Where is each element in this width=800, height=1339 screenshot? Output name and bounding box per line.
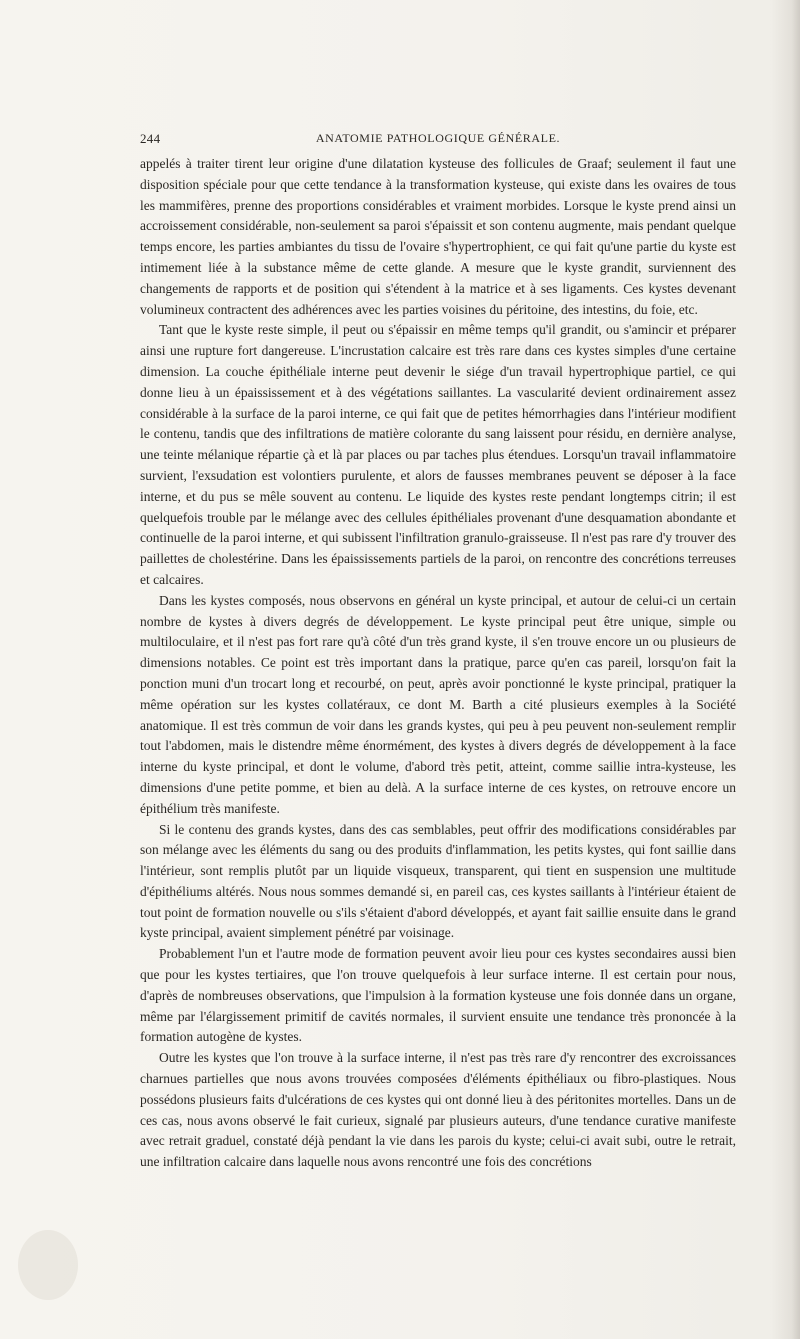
page-edge-shadow: [772, 0, 800, 1339]
paragraph: Outre les kystes que l'on trouve à la surface interne, il n'est pas très rare d'y rencontrer des excroissances charnues partielles que nous avons trouvées composées d'éléments épithéliaux ou fibro-plastiques. Nous possédons plusieurs faits d'ulcérations de ces kystes qui ont donné lieu à des péritonites mortelles. Dans un de ces cas, nous avons observé le fait curieux, signalé par plusieurs auteurs, d'une tendance curative manifeste avec retrait graduel, constaté déjà pendant la vie dans les parois du kyste; celui-ci avait subi, outre le retrait, une infiltration calcaire dans laquelle nous avons rencontré une fois des concrétions: [140, 1050, 736, 1170]
paragraph: Dans les kystes composés, nous observons en général un kyste principal, et autour de celui-ci un certain nombre de kystes à divers degrés de développement. Le kyste principal peut être unique, simple ou multiloculaire, et il n'est pas fort rare qu'à côté d'un très grand kyste, il s'en trouve encore un ou plusieurs de dimensions notables. Ce point est très important dans la pratique, parce qu'en cas pareil, lorsqu'on fait la ponction muni d'un trocart long et recourbé, on peut, après avoir ponctionné le kyste principal, pratiquer la même opération sur les kystes collatéraux, ce dont M. Barth a cité plusieurs exemples à la Société anatomique. Il est très commun de voir dans les grands kystes, qui peu à peu peuvent non-seulement remplir tout l'abdomen, mais le distendre même énormément, des kystes à divers degrés de développement à la face interne du kyste principal, et dont le volume, d'abord très petit, atteint, comme saillie intra-kysteuse, les dimensions d'une petite pomme, et bien au delà. A la surface interne de ces kystes, on retrouve encore un épithélium très manifeste.: [140, 592, 736, 816]
paragraph: Si le contenu des grands kystes, dans des cas semblables, peut offrir des modifications considérables par son mélange avec les éléments du sang ou des produits d'inflammation, les petits kystes, qui font saillie dans l'intérieur, sont remplis plutôt par un liquide visqueux, transparent, qui tient en suspension une multitude d'épithéliums altérés. Nous nous sommes demandé si, en pareil cas, ces kystes saillants à l'intérieur étaient de tout point de formation nouvelle ou s'ils s'étaient d'abord développés, et ayant fait saillie ensuite dans le grand kyste principal, avaient simplement pénétré par voisinage.: [140, 821, 736, 941]
paragraph: appelés à traiter tirent leur origine d'une dilatation kysteuse des follicules de Graaf; seulement il faut une disposition spéciale pour que cette tendance à la transformation kysteuse, qui existe dans les ovaires de tous les mammifères, prenne des proportions considérables et vraiment morbides. Lorsque le kyste prend ainsi un accroissement considérable, non-seulement sa paroi s'épaissit et son contenu augmente, mais pendant quelque temps encore, les parties ambiantes du tissu de l'ovaire s'hypertrophient, ce qui fait qu'une partie du kyste est intimement liée à la substance même de cette glande. A mesure que le kyste grandit, surviennent des changements de rapports et de position qui s'étendent à la matrice et à ses ligaments. Ces kystes devenant volumineux contractent des adhérences avec les parties voisines du péritoine, des intestins, du foie, etc.: [140, 156, 736, 317]
paragraph: Tant que le kyste reste simple, il peut ou s'épaissir en même temps qu'il grandit, ou s'amincir et préparer ainsi une rupture fort dangereuse. L'incrustation calcaire est très rare dans ces kystes simples d'une certaine dimension. La couche épithéliale interne peut devenir le siége d'un travail hypertrophique partiel, ce qui donne lieu à un épaississement et à des végétations saillantes. La vascularité devient ordinairement assez considérable à la surface de la paroi interne, ce qui fait que de petites hémorrhagies dans l'intérieur modifient le contenu, tandis que des infiltrations de matière colorante du sang laissent pour résidu, en dernière analyse, une teinte mélanique répartie çà et là par places ou par taches plus étendues. Lorsqu'un travail inflammatoire survient, l'exsudation est volontiers purulente, et alors de fausses membranes peuvent se déposer à la face interne, et du pus se mêle souvent au contenu. Le liquide des kystes reste pendant longtemps citrin; il est quelquefois trouble par le mélange avec des cellules épithéliales provenant d'une desquamation abondante et continuelle de la paroi interne, et qui subissent l'infiltration granulo-graisseuse. Il n'est pas rare d'y trouver des paillettes de cholestérine. Dans les épaississements partiels de la paroi, on rencontre des concrétions terreuses et calcaires.: [140, 322, 736, 587]
paper-stain: [18, 1230, 78, 1300]
paragraph: Probablement l'un et l'autre mode de formation peuvent avoir lieu pour ces kystes secondaires aussi bien que pour les kystes tertiaires, que l'on trouve quelquefois à leur surface interne. Il est certain pour nous, d'après de nombreuses observations, que l'impulsion à la formation kysteuse une fois donnée dans un organe, même par l'élargissement primitif de cavités normales, il survient ensuite une tendance très prononcée à la formation autogène de kystes.: [140, 946, 736, 1045]
running-title: ANATOMIE PATHOLOGIQUE GÉNÉRALE.: [315, 131, 561, 145]
page-number: 244: [140, 131, 161, 146]
body-text: [140, 154, 736, 1173]
page-header: [140, 131, 736, 149]
